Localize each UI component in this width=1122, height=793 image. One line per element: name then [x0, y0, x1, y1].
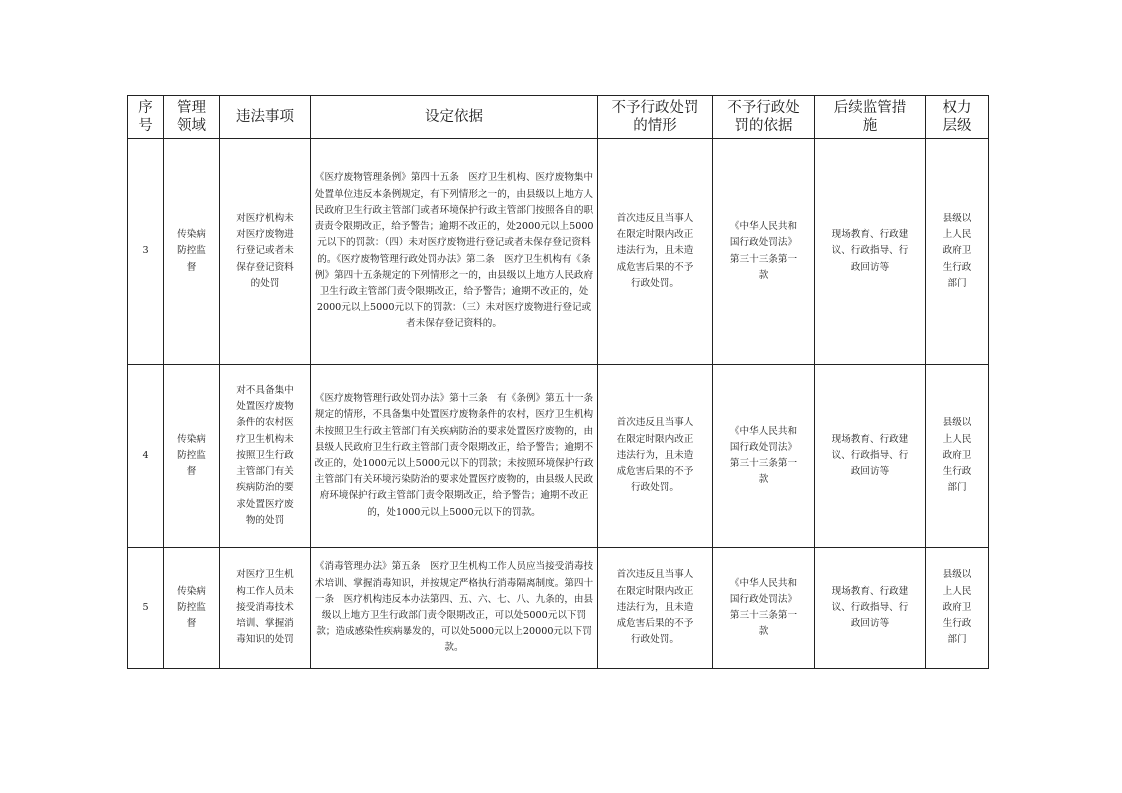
table-body	[128, 139, 989, 669]
header-no-penalty-case: 不予行政处罚 的情形	[598, 96, 713, 139]
cell-authority: 县级以 上人民 政府卫 生行政 部门	[926, 139, 989, 365]
header-violation: 违法事项	[220, 96, 311, 139]
cell-domain: 传染病 防控监 督	[164, 365, 220, 548]
cell-violation: 对不具备集中 处置医疗废物 条件的农村医 疗卫生机构未 按照卫生行政 主管部门有关 疾病防治的要 求处置医疗废 物的处罚	[220, 365, 311, 548]
header-row	[128, 96, 989, 139]
cell-domain: 传染病 防控监 督	[164, 139, 220, 365]
header-basis: 设定依据	[311, 96, 598, 139]
cell-authority: 县级以 上人民 政府卫 生行政 部门	[926, 548, 989, 669]
header-authority: 权力 层级	[926, 96, 989, 139]
cell-no-penalty-basis: 《中华人民共和 国行政处罚法》 第三十三条第一 款	[713, 548, 815, 669]
table-row	[128, 365, 989, 548]
cell-no-penalty-basis: 《中华人民共和 国行政处罚法》 第三十三条第一 款	[713, 365, 815, 548]
cell-no: 3	[128, 139, 164, 365]
cell-violation: 对医疗机构未 对医疗废物进 行登记或者未 保存登记资料 的处罚	[220, 139, 311, 365]
cell-violation: 对医疗卫生机 构工作人员未 接受消毒技术 培训、掌握消 毒知识的处罚	[220, 548, 311, 669]
cell-follow-up: 现场教育、行政建 议、行政指导、行 政回访等	[815, 548, 926, 669]
cell-follow-up: 现场教育、行政建 议、行政指导、行 政回访等	[815, 365, 926, 548]
cell-authority: 县级以 上人民 政府卫 生行政 部门	[926, 365, 989, 548]
cell-no: 4	[128, 365, 164, 548]
cell-no: 5	[128, 548, 164, 669]
cell-no-penalty-case: 首次违反且当事人 在限定时限内改正 违法行为，且未造 成危害后果的不予 行政处罚。	[598, 548, 713, 669]
cell-basis: 《消毒管理办法》第五条 医疗卫生机构工作人员应当接受消毒技术培训、掌握消毒知识，并按规定严格执行消毒隔离制度。第四十一条 医疗机构违反本办法第四、五、六、七、八、九条的，由县级以上地方卫生行政部门责令限期改正，可以处5000元以下罚款；造成感染性疾病暴发的，可以处5000元以上20000元以下罚款。	[311, 548, 598, 669]
cell-no-penalty-basis: 《中华人民共和 国行政处罚法》 第三十三条第一 款	[713, 139, 815, 365]
cell-basis: 《医疗废物管理条例》第四十五条 医疗卫生机构、医疗废物集中处置单位违反本条例规定，有下列情形之一的，由县级以上地方人民政府卫生行政主管部门或者环境保护行政主管部门按照各自的职责责令限期改正，给予警告；逾期不改正的，处2000元以上5000元以下的罚款：（四）未对医疗废物进行登记或者未保存登记资料的。《医疗废物管理行政处罚办法》第二条 医疗卫生机构有《条例》第四十五条规定的下列情形之一的，由县级以上地方人民政府卫生行政主管部门责令限期改正，给予警告；逾期不改正的，处2000元以上5000元以下的罚款：（三）未对医疗废物进行登记或者未保存登记资料的。	[311, 139, 598, 365]
header-follow-up: 后续监管措 施	[815, 96, 926, 139]
penalty-exemption-table	[127, 95, 989, 669]
cell-follow-up: 现场教育、行政建 议、行政指导、行 政回访等	[815, 139, 926, 365]
cell-no-penalty-case: 首次违反且当事人 在限定时限内改正 违法行为，且未造 成危害后果的不予 行政处罚。	[598, 139, 713, 365]
table-header	[128, 96, 989, 139]
header-no-penalty-basis: 不予行政处 罚的依据	[713, 96, 815, 139]
table-row	[128, 548, 989, 669]
cell-basis: 《医疗废物管理行政处罚办法》第十三条 有《条例》第五十一条规定的情形，不具备集中处置医疗废物条件的农村，医疗卫生机构未按照卫生行政主管部门有关疾病防治的要求处置医疗废物的，由县级人民政府卫生行政主管部门责令限期改正，给予警告；逾期不改正的，处1000元以上5000元以下的罚款；未按照环境保护行政主管部门有关环境污染防治的要求处置医疗废物的，由县级人民政府环境保护行政主管部门责令限期改正，给予警告；逾期不改正的，处1000元以上5000元以下的罚款。	[311, 365, 598, 548]
table-row	[128, 139, 989, 365]
header-no: 序 号	[128, 96, 164, 139]
cell-domain: 传染病 防控监 督	[164, 548, 220, 669]
cell-no-penalty-case: 首次违反且当事人 在限定时限内改正 违法行为，且未造 成危害后果的不予 行政处罚。	[598, 365, 713, 548]
header-domain: 管理 领域	[164, 96, 220, 139]
